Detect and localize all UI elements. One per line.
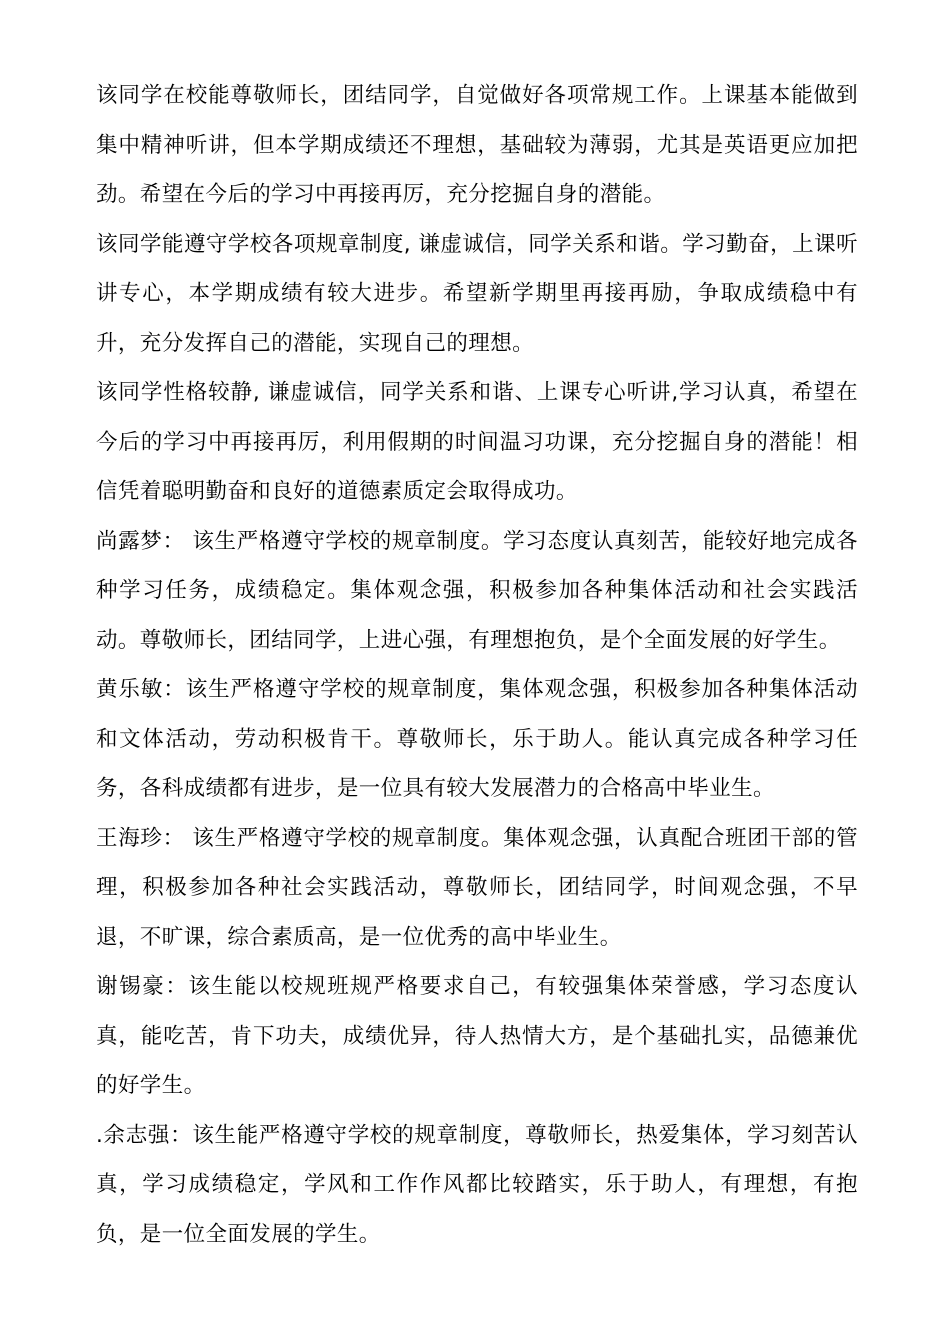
comment-paragraph-7: 谢锡豪：该生能以校规班规严格要求自己，有较强集体荣誉感，学习态度认真，能吃苦，肯下功夫，成绩优异，待人热情大方，是个基础扎实，品德兼优的好学生。 <box>96 974 858 1098</box>
comment-paragraph-4: 尚露梦： 该生严格遵守学校的规章制度。学习态度认真刻苦，能较好地完成各种学习任务，成绩稳定。集体观念强，积极参加各种集体活动和社会实践活动。尊敬师长，团结同学，上进心强，有理想抱负，是个全面发展的好学生。 <box>96 528 858 653</box>
comment-paragraph-8: .余志强：该生能严格遵守学校的规章制度，尊敬师长，热爱集体，学习刻苦认真，学习成绩稳定，学风和工作作风都比较踏实，乐于助人，有理想，有抱负，是一位全面发展的学生。 <box>96 1122 858 1247</box>
comment-paragraph-3: 该同学性格较静, 谦虚诚信，同学关系和谐、上课专心听讲,学习认真，希望在今后的学习中再接再厉，利用假期的时间温习功课，充分挖掘自身的潜能！相信凭着聪明勤奋和良好的道德素质定会取得成功。 <box>96 380 858 504</box>
comment-paragraph-1: 该同学在校能尊敬师长，团结同学，自觉做好各项常规工作。上课基本能做到集中精神听讲，但本学期成绩还不理想，基础较为薄弱，尤其是英语更应加把劲。希望在今后的学习中再接再厉，充分挖掘自身的潜能。 <box>96 83 858 207</box>
comment-paragraph-5: 黄乐敏：该生严格遵守学校的规章制度，集体观念强，积极参加各种集体活动和文体活动，劳动积极肯干。尊敬师长，乐于助人。能认真完成各种学习任务，各科成绩都有进步，是一位具有较大发展潜力的合格高中毕业生。 <box>96 677 858 801</box>
comment-paragraph-6: 王海珍： 该生严格遵守学校的规章制度。集体观念强，认真配合班团干部的管理，积极参加各种社会实践活动，尊敬师长，团结同学，时间观念强，不早退，不旷课，综合素质高，是一位优秀的高中毕业生。 <box>96 825 858 950</box>
comment-paragraph-2: 该同学能遵守学校各项规章制度, 谦虚诚信，同学关系和谐。学习勤奋，上课听讲专心，本学期成绩有较大进步。希望新学期里再接再励，争取成绩稳中有升，充分发挥自己的潜能，实现自己的理想。 <box>96 231 858 356</box>
document-body <box>96 71 858 1259</box>
